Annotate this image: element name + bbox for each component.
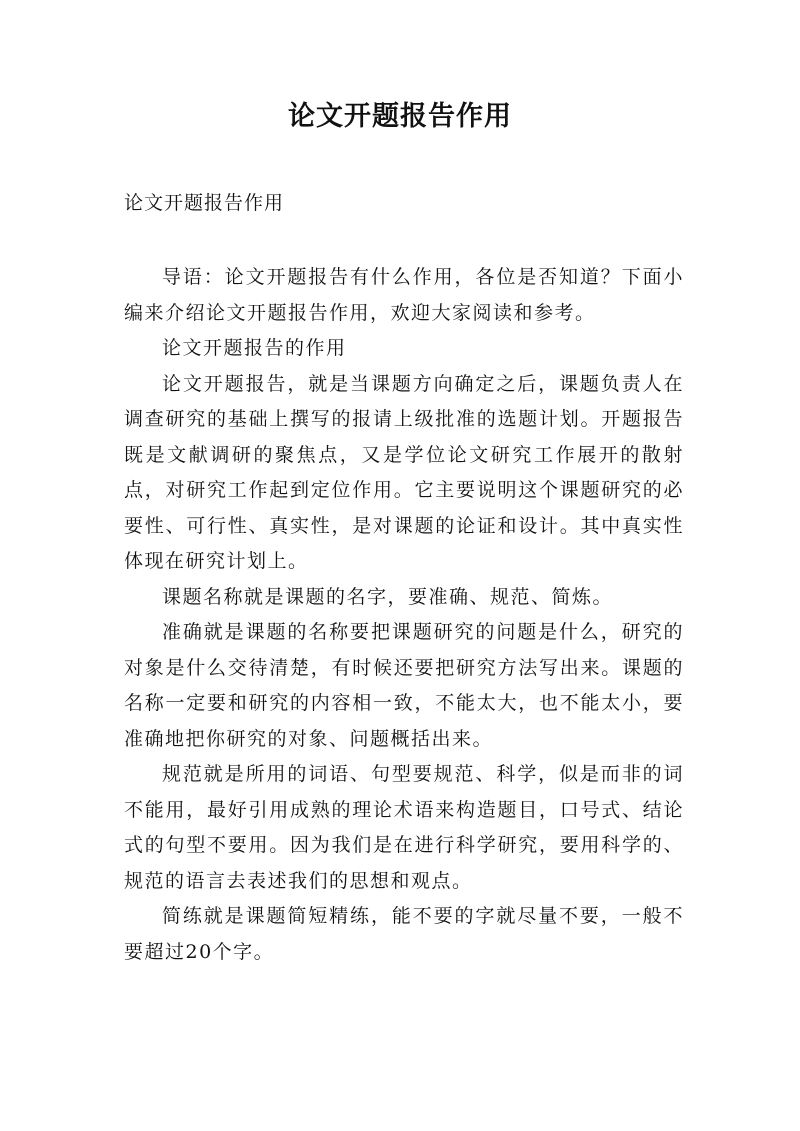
paragraph-concise: 简练就是课题简短精练，能不要的字就尽量不要，一般不要超过20个字。 — [124, 905, 684, 963]
paragraph-intro: 导语：论文开题报告有什么作用，各位是否知道？下面小编来介绍论文开题报告作用，欢迎大家阅读和参考。 — [124, 266, 684, 324]
paragraph-accuracy: 准确就是课题的名称要把课题研究的问题是什么，研究的对象是什么交待清楚，有时候还要把研究方法写出来。课题的名称一定要和研究的内容相一致，不能太大，也不能太小，要准确地把你研究的对象、问题概括出来。 — [124, 621, 684, 750]
paragraph-definition: 论文开题报告，就是当课题方向确定之后，课题负责人在调查研究的基础上撰写的报请上级批准的选题计划。开题报告既是文献调研的聚焦点，又是学位论文研究工作展开的散射点，对研究工作起到定位作用。它主要说明这个课题研究的必要性、可行性、真实性，是对课题的论证和设计。其中真实性体现在研究计划上。 — [124, 372, 684, 572]
document-title: 论文开题报告作用 — [288, 101, 512, 132]
paragraph-heading: 论文开题报告的作用 — [162, 337, 347, 359]
paragraph-standard: 规范就是所用的词语、句型要规范、科学，似是而非的词不能用，最好引用成熟的理论术语来构造题目，口号式、结论式的句型不要用。因为我们是在进行科学研究，要用科学的、规范的语言去表述我们的思想和观点。 — [124, 763, 684, 892]
document-subtitle: 论文开题报告作用 — [124, 192, 285, 214]
paragraph-topic-name: 课题名称就是课题的名字，要准确、规范、简炼。 — [162, 585, 614, 608]
document-body — [124, 260, 684, 970]
